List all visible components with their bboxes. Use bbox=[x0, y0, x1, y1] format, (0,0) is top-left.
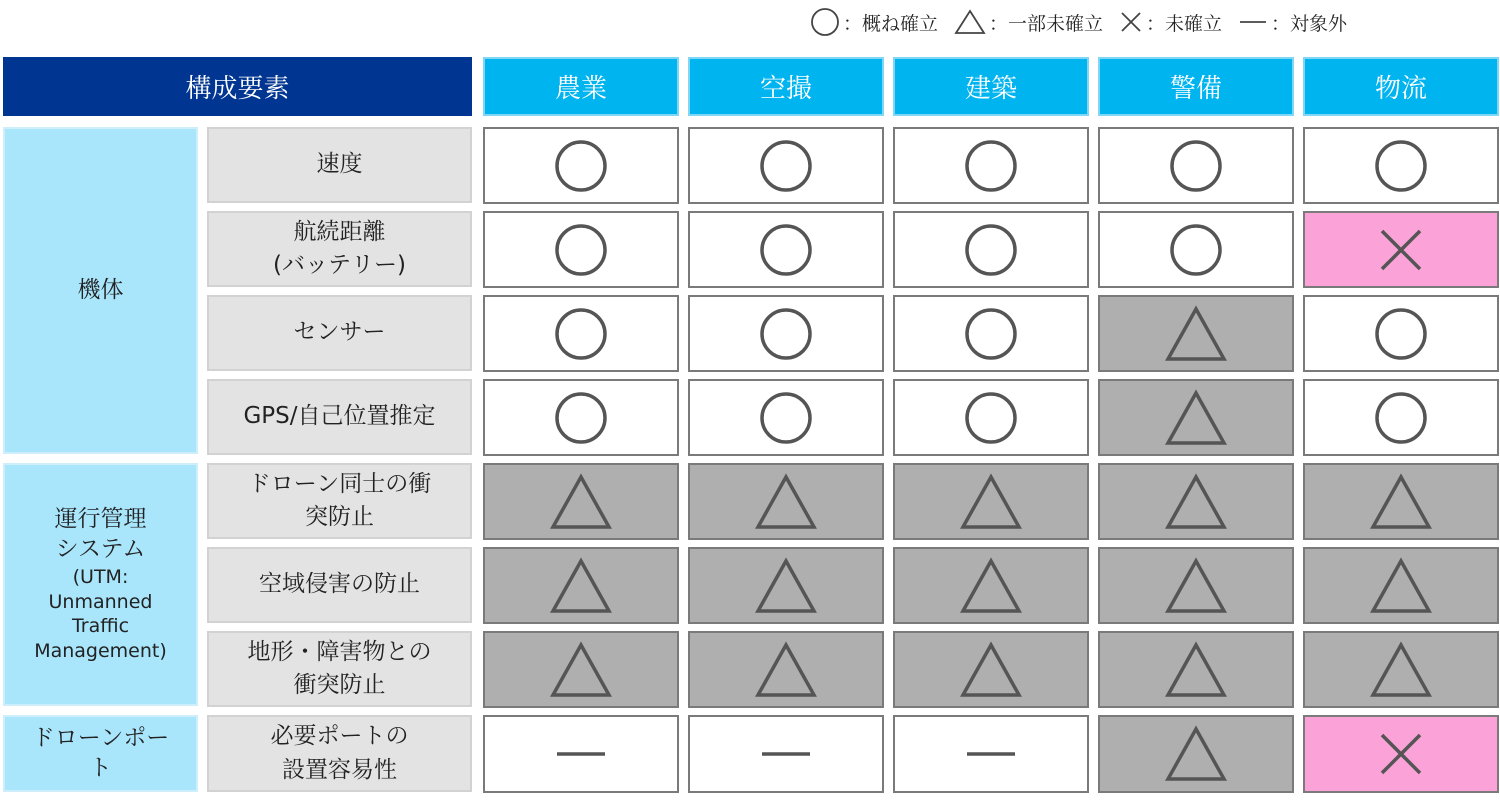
item-gps-positioning bbox=[207, 379, 472, 455]
status-cell-circle bbox=[688, 211, 884, 288]
triangle-icon bbox=[549, 640, 613, 700]
status-cell-circle bbox=[893, 379, 1089, 456]
status-cell-triangle bbox=[483, 463, 679, 540]
category-label: 機体 bbox=[77, 276, 124, 303]
triangle-icon bbox=[954, 8, 986, 36]
circle-icon bbox=[810, 7, 840, 37]
status-cell-triangle bbox=[1098, 295, 1294, 372]
item-airspace-intrusion-prevention bbox=[207, 547, 472, 623]
triangle-icon bbox=[754, 472, 818, 532]
item-label: 速度 bbox=[316, 151, 363, 178]
dash-icon bbox=[756, 744, 816, 764]
circle-icon bbox=[961, 136, 1021, 196]
status-cell-circle bbox=[483, 295, 679, 372]
status-cell-dash bbox=[688, 715, 884, 793]
circle-icon bbox=[961, 304, 1021, 364]
status-cell-triangle bbox=[893, 463, 1089, 540]
category-airframe bbox=[3, 127, 198, 454]
status-cell-circle bbox=[688, 295, 884, 372]
status-cell-circle bbox=[688, 379, 884, 456]
cross-icon bbox=[1119, 10, 1143, 34]
triangle-icon bbox=[754, 640, 818, 700]
circle-icon bbox=[961, 220, 1021, 280]
dash-icon bbox=[551, 744, 611, 764]
triangle-icon bbox=[754, 556, 818, 616]
category-utm bbox=[3, 463, 198, 706]
triangle-icon bbox=[1164, 724, 1228, 784]
item-sensor bbox=[207, 295, 472, 371]
category-drone-port bbox=[3, 715, 198, 792]
status-cell-triangle bbox=[688, 463, 884, 540]
status-cell-triangle bbox=[688, 547, 884, 624]
legend-label: ：未確立 bbox=[1146, 12, 1223, 35]
status-cell-triangle bbox=[1098, 463, 1294, 540]
category-sublabel: (UTM: Unmanned Traffic Management) bbox=[34, 566, 167, 663]
status-cell-triangle bbox=[1303, 547, 1499, 624]
header-column-logistics: 物流 bbox=[1303, 57, 1499, 116]
triangle-icon bbox=[1164, 388, 1228, 448]
status-cell-circle bbox=[893, 295, 1089, 372]
item-label: ドローン同士の衝 突防止 bbox=[247, 470, 432, 530]
header-column-aerial-photography: 空撮 bbox=[688, 57, 884, 116]
category-label: 運行管理 システム bbox=[54, 506, 147, 563]
item-label: GPS/自己位置推定 bbox=[243, 403, 436, 430]
circle-icon bbox=[551, 220, 611, 280]
legend bbox=[810, 6, 1347, 38]
status-cell-triangle bbox=[1098, 631, 1294, 708]
item-terrain-collision-avoidance bbox=[207, 631, 472, 707]
status-cell-triangle bbox=[1303, 631, 1499, 708]
header-components: 構成要素 bbox=[3, 57, 472, 116]
circle-icon bbox=[756, 220, 816, 280]
status-cell-circle bbox=[1303, 295, 1499, 372]
circle-icon bbox=[1371, 136, 1431, 196]
triangle-icon bbox=[1164, 640, 1228, 700]
status-cell-triangle bbox=[1098, 379, 1294, 456]
triangle-icon bbox=[1164, 556, 1228, 616]
legend-item-not-established bbox=[1119, 9, 1222, 36]
item-label: 地形・障害物との 衝突防止 bbox=[247, 638, 432, 698]
category-label: ドローンポー ト bbox=[31, 724, 170, 781]
triangle-icon bbox=[1369, 472, 1433, 532]
circle-icon bbox=[551, 304, 611, 364]
circle-icon bbox=[1371, 388, 1431, 448]
status-cell-circle bbox=[688, 127, 884, 204]
circle-icon bbox=[756, 388, 816, 448]
item-flight-range bbox=[207, 211, 472, 287]
status-cell-circle bbox=[1098, 127, 1294, 204]
circle-icon bbox=[551, 136, 611, 196]
status-cell-triangle bbox=[688, 631, 884, 708]
circle-icon bbox=[1166, 220, 1226, 280]
status-cell-triangle bbox=[483, 631, 679, 708]
status-cell-circle bbox=[483, 211, 679, 288]
triangle-icon bbox=[959, 640, 1023, 700]
status-cell-circle bbox=[483, 127, 679, 204]
circle-icon bbox=[961, 388, 1021, 448]
item-port-installation-ease bbox=[207, 715, 472, 792]
circle-icon bbox=[756, 304, 816, 364]
header-column-agriculture: 農業 bbox=[483, 57, 679, 116]
item-label: 航続距離 (バッテリー) bbox=[273, 218, 406, 278]
dash-icon bbox=[961, 744, 1021, 764]
triangle-icon bbox=[1369, 640, 1433, 700]
cross-icon bbox=[1376, 225, 1426, 275]
legend-label: ：一部未確立 bbox=[989, 12, 1104, 35]
status-cell-cross bbox=[1303, 715, 1499, 793]
circle-icon bbox=[1371, 304, 1431, 364]
status-cell-triangle bbox=[483, 547, 679, 624]
status-cell-dash bbox=[483, 715, 679, 793]
item-label: 空域侵害の防止 bbox=[259, 571, 420, 598]
status-cell-circle bbox=[483, 379, 679, 456]
triangle-icon bbox=[1164, 304, 1228, 364]
triangle-icon bbox=[959, 556, 1023, 616]
status-cell-triangle bbox=[893, 547, 1089, 624]
header-column-security: 警備 bbox=[1098, 57, 1294, 116]
legend-label: ：対象外 bbox=[1271, 12, 1348, 35]
status-cell-triangle bbox=[1303, 463, 1499, 540]
status-cell-circle bbox=[893, 127, 1089, 204]
legend-item-established bbox=[810, 7, 938, 37]
triangle-icon bbox=[549, 472, 613, 532]
triangle-icon bbox=[1369, 556, 1433, 616]
triangle-icon bbox=[1164, 472, 1228, 532]
circle-icon bbox=[551, 388, 611, 448]
header-column-construction: 建築 bbox=[893, 57, 1089, 116]
status-cell-cross bbox=[1303, 211, 1499, 288]
legend-item-partial bbox=[954, 8, 1103, 36]
status-cell-circle bbox=[893, 211, 1089, 288]
legend-label: ：概ね確立 bbox=[843, 12, 939, 35]
circle-icon bbox=[756, 136, 816, 196]
status-cell-triangle bbox=[1098, 547, 1294, 624]
circle-icon bbox=[1166, 136, 1226, 196]
item-speed bbox=[207, 127, 472, 203]
status-cell-triangle bbox=[893, 631, 1089, 708]
legend-item-not-applicable bbox=[1238, 9, 1347, 36]
status-cell-triangle bbox=[1098, 715, 1294, 793]
item-label: 必要ポートの 設置容易性 bbox=[270, 723, 409, 783]
status-cell-circle bbox=[1303, 379, 1499, 456]
triangle-icon bbox=[959, 472, 1023, 532]
triangle-icon bbox=[549, 556, 613, 616]
status-cell-circle bbox=[1098, 211, 1294, 288]
item-drone-collision-avoidance bbox=[207, 463, 472, 539]
dash-icon bbox=[1238, 12, 1268, 32]
status-cell-circle bbox=[1303, 127, 1499, 204]
status-cell-dash bbox=[893, 715, 1089, 793]
item-label: センサー bbox=[293, 319, 386, 346]
cross-icon bbox=[1376, 729, 1426, 779]
